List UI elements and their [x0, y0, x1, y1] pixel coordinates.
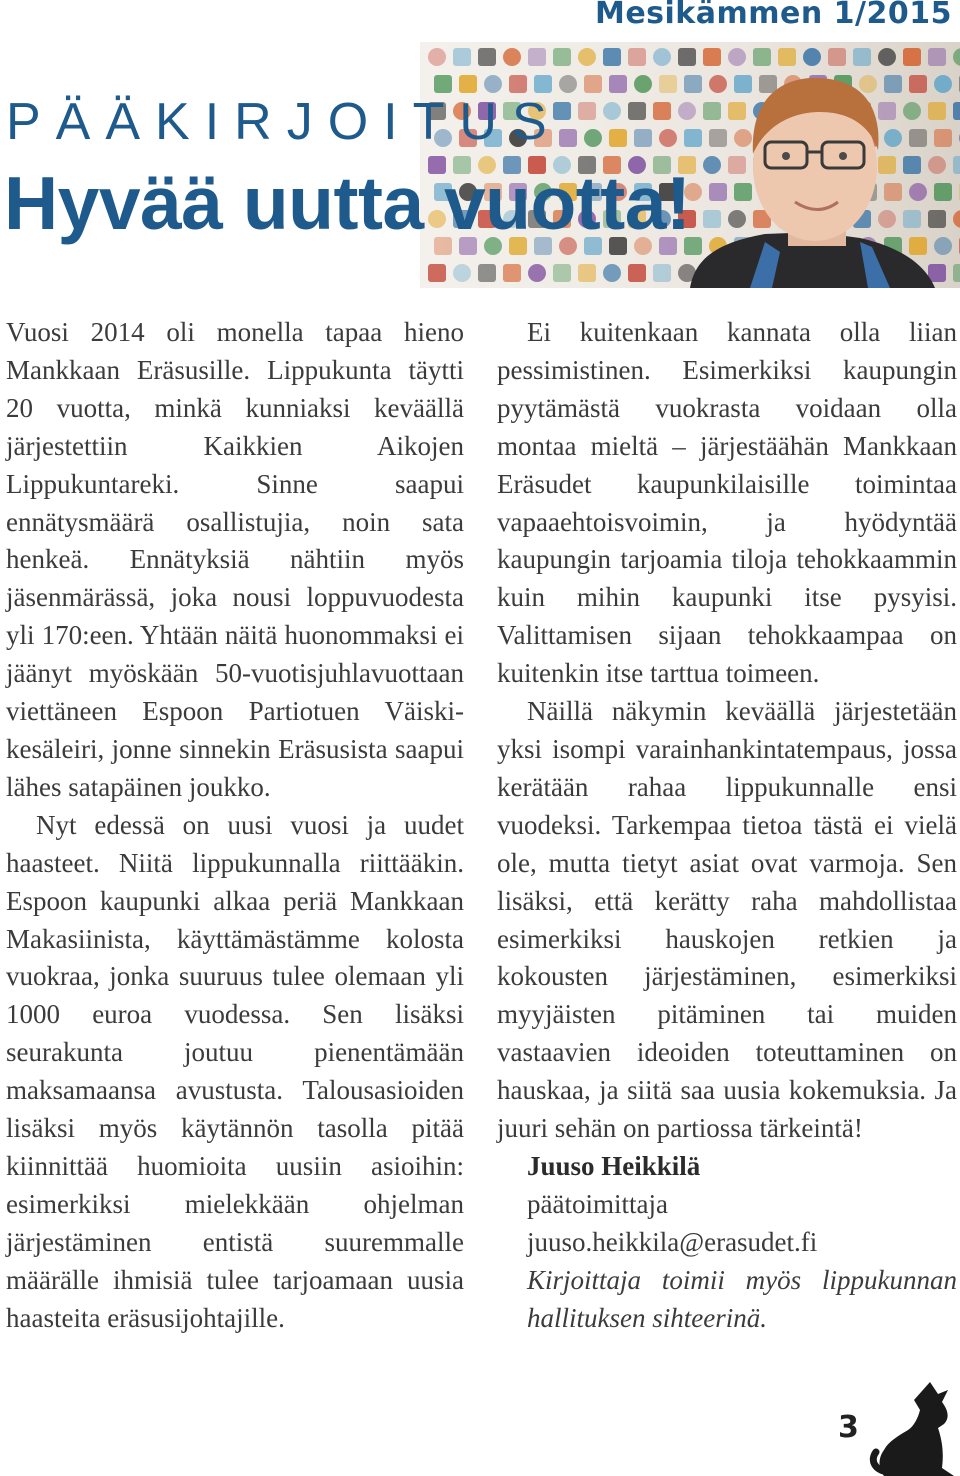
howling-wolf-icon [868, 1380, 958, 1476]
scout-badge [903, 210, 921, 228]
scout-badge [478, 48, 496, 66]
scout-badge [603, 102, 621, 120]
scout-badge [734, 75, 752, 93]
scout-badge [603, 48, 621, 66]
scout-badge [753, 48, 771, 66]
scout-badge [503, 264, 521, 282]
scout-badge [584, 129, 602, 147]
scout-badge [734, 129, 752, 147]
scout-badge [459, 75, 477, 93]
scout-badge [728, 48, 746, 66]
author-portrait [690, 78, 935, 288]
scout-badge [578, 102, 596, 120]
scout-badge [709, 129, 727, 147]
scout-badge [434, 75, 452, 93]
scout-badge [909, 183, 927, 201]
scout-badge [934, 75, 952, 93]
scout-badge [478, 264, 496, 282]
article-paragraph: Nyt edessä on uusi vuosi ja uudet haasteet. Niitä lippukunnalla riittääkin. Espoon kaupunki alkaa periä Mankkaan Makasiinista, käyttämästämme kolosta vuokraa, jonka suuruus tulee olemaan yli 1000 euroa vuodessa. Sen lisäksi seurakunta joutuu pienentämään maksamaansa avustusta. Talousasioiden lisäksi myös käytännön tasolla pitää kiinnittää huomioita uusiin asioihin: esimerkiksi mielekkään ohjelman järjestäminen entistä suuremmalle määrälle ihmisiä tulee tarjoamaan uusia haasteita eräsusijohtajille. [6, 809, 464, 1333]
magazine-issue-header: Mesikämmen 1/2015 [594, 0, 952, 31]
scout-badge [703, 48, 721, 66]
scout-badge [678, 48, 696, 66]
scout-badge [634, 129, 652, 147]
scout-badge [553, 264, 571, 282]
article-paragraph: Vuosi 2014 oli monella tapaa hieno Mankkaan Eräsusille. Lippukunta täytti 20 vuotta, minkä kunniaksi keväällä järjestettiin Kaikkien Aikojen Lippukuntareki. Sinne saapui ennätysmäärä osallistujia, noin sata henkeä. Ennätyksiä nähtiin myös jäsenmärässä, joka nousi loppuvuodesta yli 170:een. Yhtään näitä huonommaksi ei jäänyt myöskään 50-vuotisjuhlavuottaan viettäneen Espoon Partiotuen Väiski-kesäleiri, jonne sinnekin Eräsusista saapui lähes satapäinen joukko. [6, 317, 464, 802]
scout-badge [709, 183, 727, 201]
scout-badge [653, 102, 671, 120]
scout-badge [653, 264, 671, 282]
scout-badge [953, 48, 960, 66]
scout-badge [603, 264, 621, 282]
scout-badge [953, 156, 960, 174]
scout-badge [803, 48, 821, 66]
signature-block [527, 1148, 957, 1338]
scout-badge [428, 264, 446, 282]
scout-badge [909, 75, 927, 93]
scout-badge [728, 102, 746, 120]
scout-badge [428, 48, 446, 66]
scout-badge [534, 75, 552, 93]
author-email: juuso.heikkila@erasudet.fi [527, 1226, 818, 1257]
scout-badge [903, 48, 921, 66]
scout-badge [953, 210, 960, 228]
article-headline: Hyvää uutta vuotta! [4, 161, 691, 245]
scout-badge [903, 156, 921, 174]
scout-badge [828, 48, 846, 66]
scout-badge [584, 75, 602, 93]
scout-badge [684, 75, 702, 93]
scout-badge [503, 48, 521, 66]
scout-badge [678, 102, 696, 120]
scout-badge [778, 48, 796, 66]
scout-badge [884, 129, 902, 147]
scout-badge [609, 75, 627, 93]
scout-badge [884, 75, 902, 93]
article-paragraph: Näillä näkymin keväällä järjestetään yksi isompi varainhankintatempaus, jossa kerätään rahaa lippukunnalle ensi vuodeksi. Tarkempaa tietoa tästä ei vielä ole, mutta tietyt asiat ovat varmoja. Sen lisäksi, että kerätty raha mahdollistaa esimerkiksi hauskojen retkien ja kokousten järjestäminen, esimerkiksi myyjäisten pitäminen tai muiden vastaavien ideoiden toteuttaminen on hauskaa, ja siitä saa uusia kokemuksia. Ja juuri sehän on partiossa tärkeintä! [497, 696, 957, 1144]
scout-badge [878, 156, 896, 174]
scout-badge [609, 129, 627, 147]
scout-badge [728, 210, 746, 228]
scout-badge [734, 183, 752, 201]
scout-badge [909, 237, 927, 255]
scout-badge [659, 129, 677, 147]
scout-badge [878, 102, 896, 120]
scout-badge [759, 75, 777, 93]
author-name: Juuso Heikkilä [527, 1150, 701, 1181]
scout-badge [703, 102, 721, 120]
scout-badge [928, 264, 946, 282]
scout-badge [853, 48, 871, 66]
scout-badge [884, 183, 902, 201]
scout-badge [684, 129, 702, 147]
author-role: päätoimittaja [527, 1188, 668, 1219]
scout-badge [934, 129, 952, 147]
page-number: 3 [838, 1410, 859, 1445]
scout-badge [703, 156, 721, 174]
scout-badge [928, 48, 946, 66]
scout-badge [659, 75, 677, 93]
article-left-column [6, 314, 464, 1337]
scout-badge [628, 102, 646, 120]
scout-badge [453, 264, 471, 282]
scout-badge [484, 75, 502, 93]
scout-badge [909, 129, 927, 147]
scout-badge [578, 264, 596, 282]
scout-badge [528, 48, 546, 66]
scout-badge [703, 210, 721, 228]
scout-badge [653, 48, 671, 66]
article-right-column [497, 314, 957, 1337]
scout-badge [453, 48, 471, 66]
author-note: Kirjoittaja toimii myös lippukunnan hallituksen sihteerinä. [527, 1264, 957, 1333]
scout-badge [559, 75, 577, 93]
scout-badge [878, 210, 896, 228]
scout-badge [628, 264, 646, 282]
scout-badge [578, 48, 596, 66]
scout-badge [728, 156, 746, 174]
scout-badge [628, 48, 646, 66]
scout-badge [934, 237, 952, 255]
scout-badge [953, 264, 960, 282]
section-kicker: PÄÄKIRJOITUS [6, 93, 562, 151]
scout-badge [928, 102, 946, 120]
article-paragraph: Ei kuitenkaan kannata olla liian pessimistinen. Esimerkiksi kaupungin pyytämästä vuokrasta voidaan olla montaa mieltä – järjestäähän Mankkaan Eräsudet kaupunkilaisille toimintaa vapaaehtoisvoimin, ja hyödyntää kaupungin tarjoamia tiloja tehokkaammin kuin mihin kaupunki itse pysyisi. Valittamisen sijaan tehokkaampaa on kuitenkin itse tarttua toimeen. [497, 317, 957, 689]
scout-badge [928, 210, 946, 228]
scout-badge [709, 75, 727, 93]
scout-badge [934, 183, 952, 201]
scout-badge [634, 75, 652, 93]
scout-badge [528, 264, 546, 282]
scout-badge [903, 102, 921, 120]
scout-badge [928, 156, 946, 174]
scout-badge [509, 75, 527, 93]
scout-badge [553, 48, 571, 66]
scout-badge [559, 129, 577, 147]
scout-badge [859, 75, 877, 93]
scout-badge [878, 48, 896, 66]
scout-badge [953, 102, 960, 120]
